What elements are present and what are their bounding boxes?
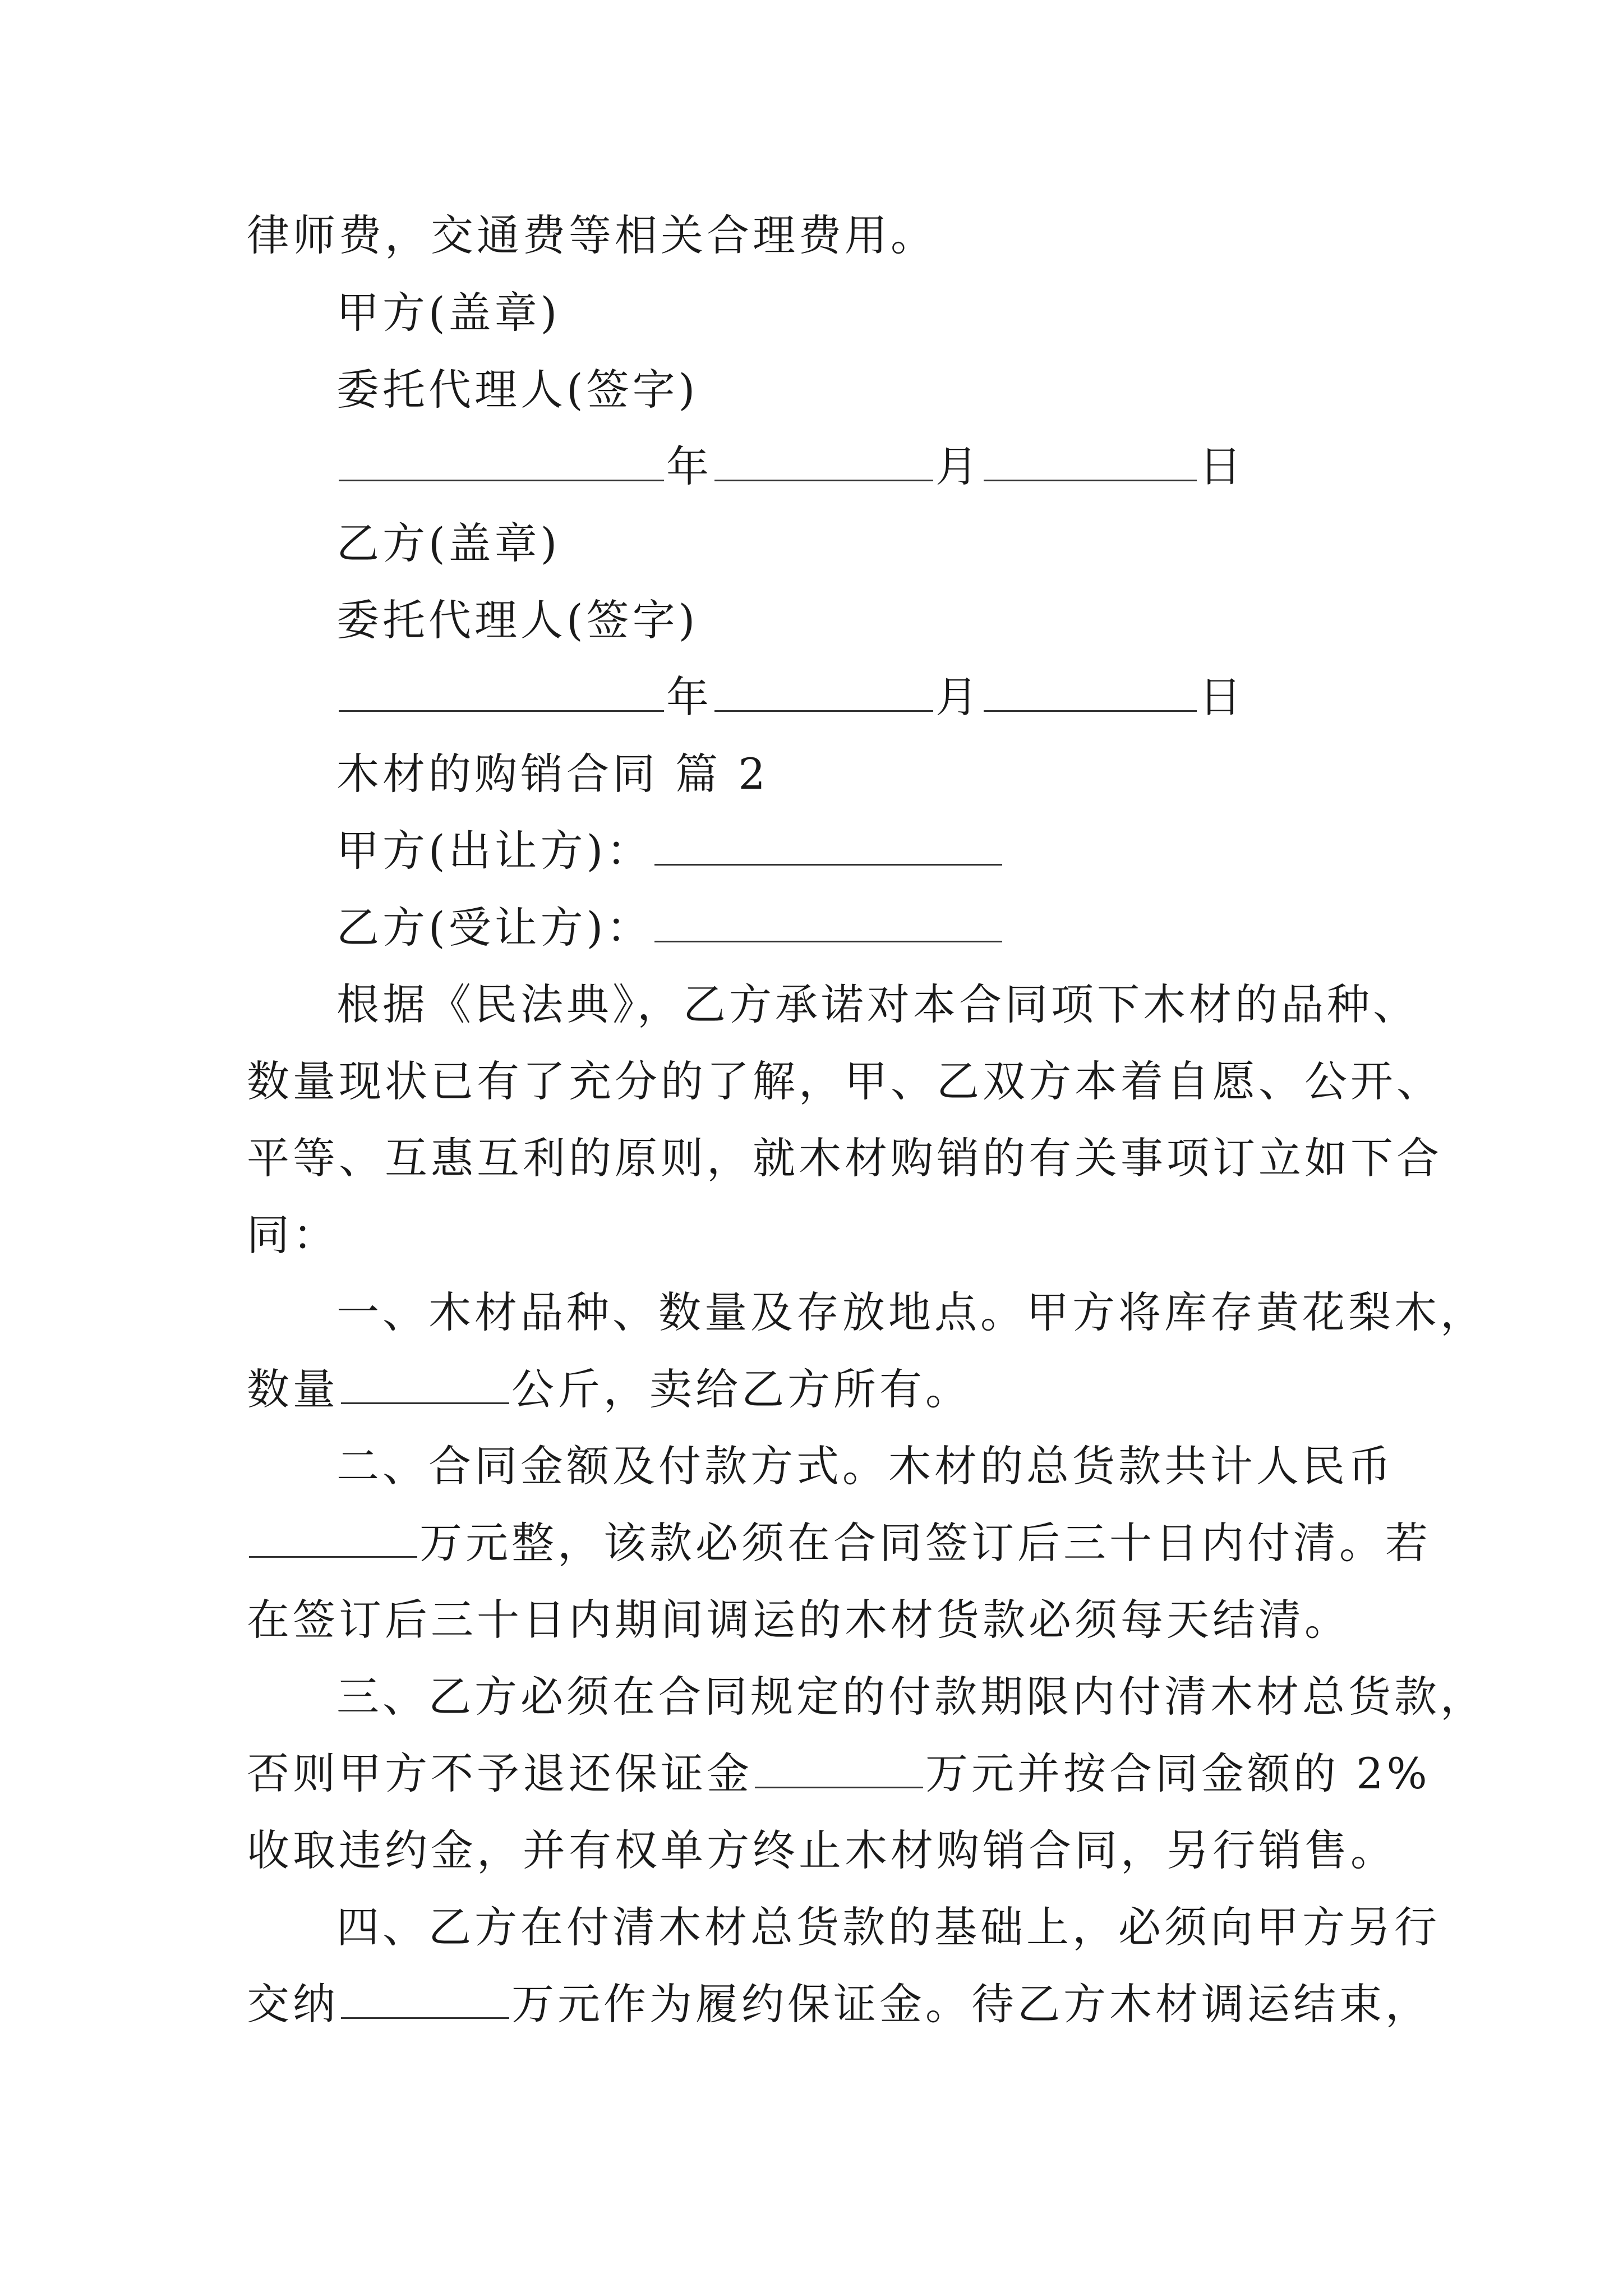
party-a-seal-label: 甲方(盖章): [336, 288, 561, 338]
paragraph-line: 律师费，交通费等相关合理费用。: [247, 210, 937, 260]
party-b-transferee-label: 乙方(受让方)：: [336, 903, 653, 953]
year-blank[interactable]: [339, 671, 664, 712]
month-label: 月: [935, 441, 981, 491]
paragraph-line: [247, 1361, 971, 1418]
quantity-blank[interactable]: [341, 1363, 509, 1404]
section-title: 木材的购销合同 篇 2: [336, 749, 769, 799]
paragraph-line: 一、木材品种、数量及存放地点。甲方将库存黄花梨木，: [336, 1287, 1486, 1337]
paragraph-line: [247, 1976, 1431, 2032]
year-blank[interactable]: [339, 440, 664, 481]
total-amount-blank[interactable]: [249, 1517, 417, 1558]
paragraph-line: 平等、互惠互利的原则，就木材购销的有关事项订立如下合: [247, 1133, 1442, 1183]
performance-bond-text: 万元作为履约保证金。待乙方木材调运结束，: [511, 1979, 1431, 2029]
day-label: 日: [1199, 672, 1245, 722]
party-a-transferor-label: 甲方(出让方)：: [336, 826, 653, 876]
year-label: 年: [666, 441, 712, 491]
paragraph-line: 四、乙方在付清木材总货款的基础上，必须向甲方另行: [336, 1902, 1440, 1952]
party-a-transferor-blank[interactable]: [654, 825, 1002, 866]
quantity-unit-text: 公斤，卖给乙方所有。: [511, 1364, 971, 1414]
deposit-text: 否则甲方不予退还保证金: [247, 1749, 753, 1798]
party-a-transferor-line: [336, 823, 1004, 879]
paragraph-line: 收取违约金，并有权单方终止木材购销合同，另行销售。: [247, 1825, 1396, 1875]
paragraph-line: 数量现状已有了充分的了解，甲、乙双方本着自愿、公开、: [247, 1056, 1442, 1106]
party-b-seal-label: 乙方(盖章): [336, 518, 561, 568]
party-a-date-line: [336, 439, 1245, 495]
day-blank[interactable]: [984, 671, 1197, 712]
paragraph-line: 根据《民法典》，乙方承诺对本合同项下木材的品种、: [336, 979, 1419, 1029]
quantity-label: 数量: [247, 1364, 339, 1414]
month-blank[interactable]: [714, 440, 933, 481]
deposit-amount-blank[interactable]: [755, 1747, 923, 1788]
total-amount-text: 万元整，该款必须在合同签订后三十日内付清。若: [419, 1518, 1431, 1568]
year-label: 年: [666, 672, 712, 722]
day-blank[interactable]: [984, 440, 1197, 481]
party-b-agent-signature-label: 委托代理人(签字): [336, 595, 699, 645]
penalty-text: 万元并按合同金额的 2%: [925, 1749, 1431, 1798]
paragraph-line: [247, 1515, 1431, 1571]
paragraph-line: 同：: [247, 1210, 339, 1260]
paragraph-line: 二、合同金额及付款方式。木材的总货款共计人民币: [336, 1441, 1394, 1491]
performance-bond-label: 交纳: [247, 1979, 339, 2029]
paragraph-line: 三、乙方必须在合同规定的付款期限内付清木材总货款，: [336, 1672, 1486, 1722]
performance-bond-blank[interactable]: [341, 1978, 509, 2019]
party-b-date-line: [336, 669, 1245, 725]
party-a-agent-signature-label: 委托代理人(签字): [336, 365, 699, 415]
day-label: 日: [1199, 441, 1245, 491]
paragraph-line: [247, 1746, 1431, 1802]
month-blank[interactable]: [714, 671, 933, 712]
paragraph-line: 在签订后三十日内期间调运的木材货款必须每天结清。: [247, 1595, 1350, 1645]
month-label: 月: [935, 672, 981, 722]
party-b-transferee-line: [336, 900, 1004, 956]
party-b-transferee-blank[interactable]: [654, 901, 1002, 942]
